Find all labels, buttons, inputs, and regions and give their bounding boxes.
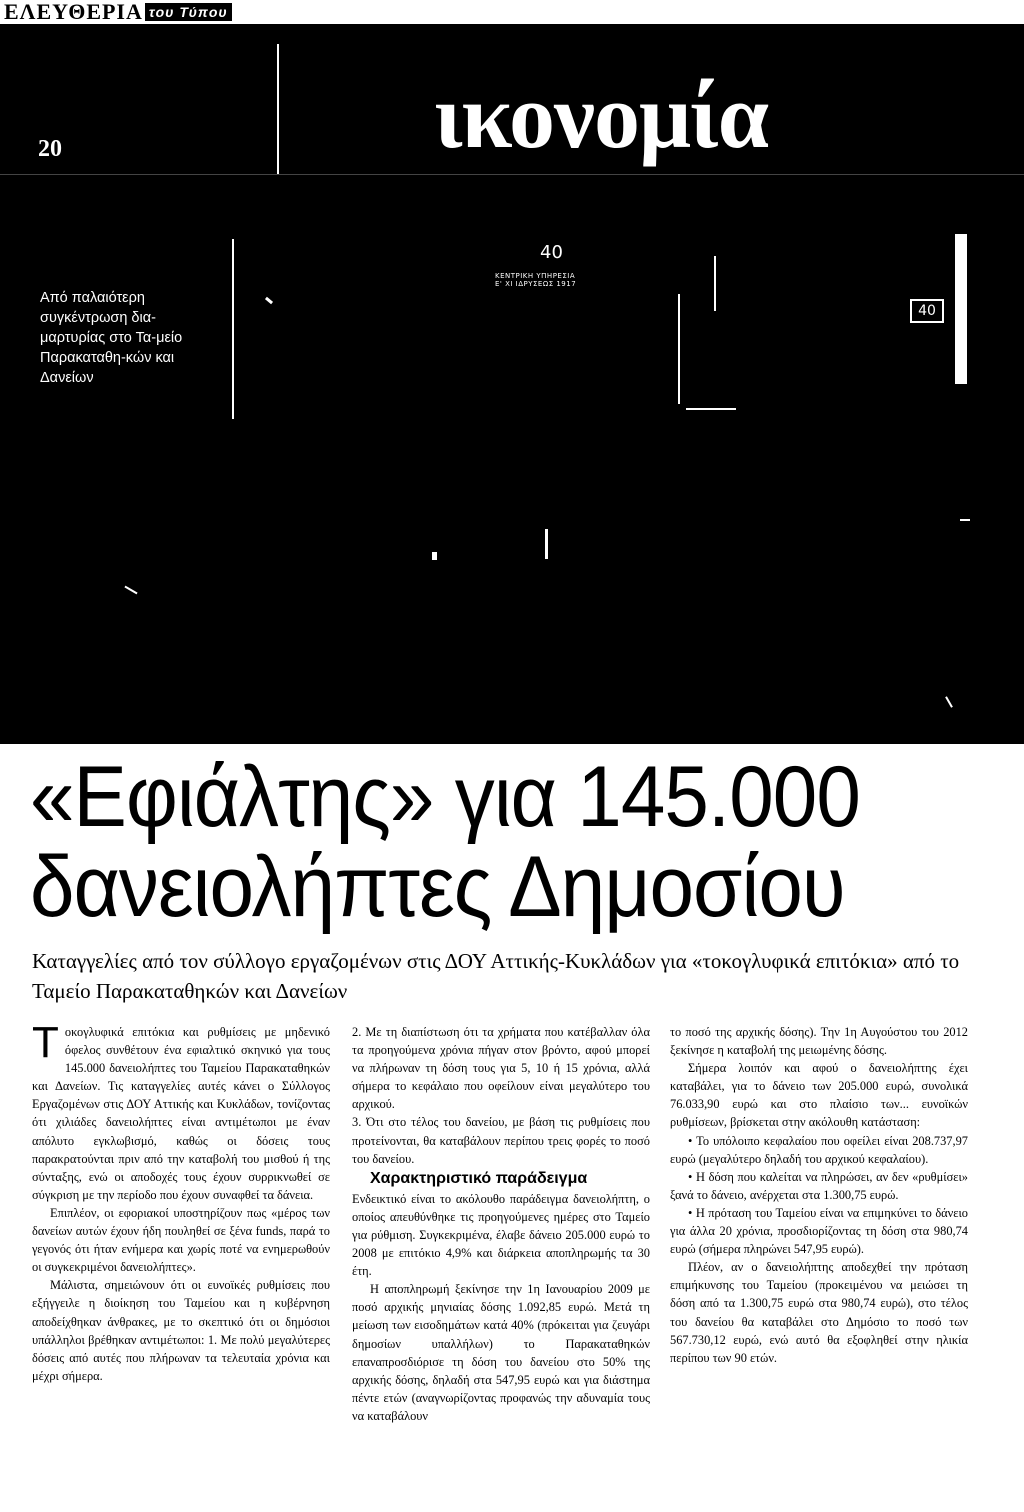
section-header <box>0 24 1024 174</box>
bullet-item: • Το υπόλοιπο κεφαλαίου που οφείλει είναι 208.737,97 ευρώ (μεγαλύτερο δηλαδή του αρχικού κεφαλαίου). <box>670 1133 968 1166</box>
sign-line: Ε' ΧΙ ΙΔΡΥΣΕΩΣ 1917 <box>495 280 577 288</box>
section-subheading: Χαρακτηριστικό παράδειγμα <box>370 1169 588 1187</box>
photo-highlight <box>432 552 437 560</box>
bullet-item: • Η πρόταση του Ταμείου είναι να επιμηκύνει το δάνειο για άλλα 20 χρόνια, προσδιορίζοντας τη δόση στα 980,74 ευρώ (σήμερα πληρώνει 547,95 ευρώ). <box>670 1205 968 1257</box>
bullet-item: • Η δόση που καλείται να πληρώσει, αν δεν «ρυθμίσει» ξανά το δάνειο, ανέρχεται στα 1.300,75 ευρώ. <box>670 1169 968 1202</box>
paragraph: Ενδεικτικό είναι το ακόλουθο παράδειγμα δανειολήπτη, ο οποίος απευθύνθηκε τις προηγούμενες ημέρες στο Ταμείο για ρύθμιση. Συγκεκριμένα, έλαβε δάνειο 205.000 ευρώ το 2008 με επιτόκιο 4,9% και διάρκεια αποπληρωμής τα 30 έτη. <box>352 1191 650 1279</box>
paragraph: το ποσό της αρχικής δόσης). Την 1η Αυγούστου του 2012 ξεκίνησε η καταβολή της μειωμένης δόσης. <box>670 1025 968 1058</box>
newspaper-badge: του Τύπου <box>145 3 232 21</box>
masthead <box>0 0 1024 24</box>
article-photo <box>0 24 1024 744</box>
photo-highlight <box>945 696 953 707</box>
article-column-1 <box>32 1018 330 1385</box>
page-number: 20 <box>38 136 62 162</box>
photo-highlight <box>678 294 680 404</box>
photo-highlight <box>265 297 273 304</box>
newspaper-logo <box>4 0 232 24</box>
sign-number: 40 <box>540 242 563 263</box>
section-title: ικονομία <box>434 65 769 167</box>
drop-cap: Τ <box>32 1018 59 1067</box>
section-rule <box>0 174 1024 175</box>
photo-highlight <box>232 239 234 419</box>
paragraph: Επιπλέον, οι εφοριακοί υποστηρίζουν πως «μέρος των δανείων αυτών έχουν ήδη πουληθεί σε ξένα funds, παρά το γεγονός ότι ήταν ενήμερα και χωρίς ποτέ να ενημερωθούν οι συγκεκριμένοι δανειολήπτες». <box>32 1205 330 1275</box>
headline-line: «Εφιάλτης» για 145.000 <box>30 749 860 845</box>
paragraph: Πλέον, αν ο δανειολήπτης αποδεχθεί την πρόταση επιμήκυνσης του Ταμείου (προκειμένου να μειώσει τη δόση από τα 1.300,75 ευρώ στα 980,74 ευρώ), στο τέλος του δανείου θα καταβάλει στο Δημόσιο το ποσό των 567.730,12 ευρώ, ενώ αυτό θα εξοφληθεί στην ηλικία περίπου των 90 ετών. <box>670 1260 968 1365</box>
paragraph: Μάλιστα, σημειώνουν ότι οι ευνοϊκές ρυθμίσεις που εξήγγειλε η διοίκηση του Ταμείου και η κυβέρνηση αποδείχθηκαν άνθρακες, με το σκεπτικό ότι οι δημόσιοι υπάλληλοι βρέθηκαν αντιμέτωποι: 1. Με πολύ μεγαλύτερες δόσεις από αυτές που πλήρωναν τα τελευταία χρόνια και μέχρι σήμερα. <box>32 1278 330 1383</box>
article-column-2 <box>352 1023 650 1425</box>
article-subheadline: Καταγγελίες από τον σύλλογο εργαζομένων στις ΔΟΥ Αττικής-Κυκλάδων για «τοκογλυφικά επιτόκια» από το Ταμείο Παρακαταθηκών και Δανείων <box>32 949 960 1003</box>
photo-highlight <box>124 586 137 595</box>
paragraph: 2. Με τη διαπίστωση ότι τα χρήματα που κατέβαλλαν όλα τα προηγούμενα χρόνια πήγαν στον βρόντο, αφού μπορεί να πλήρωναν τη δόση τους για 5, 10 ή 15 χρόνια, αλλά σήμερα το κεφάλαιο που οφείλουν είναι μεγαλύτερο του αρχικού. <box>352 1025 650 1112</box>
headline-line: δανειολήπτες Δημοσίου <box>30 839 845 935</box>
paragraph: Η αποπληρωμή ξεκίνησε την 1η Ιανουαρίου 2009 με ποσό αρχικής μηνιαίας δόσης 1.092,85 ευρώ. Μετά τη μείωση των εισοδημάτων κατά 40% (πρόκειται για ζευγάρι δημοσίων υπαλλήλων) το Παρακαταθηκών επαναπροσδιόρισε τη δόση του δανείου στο 50% της αρχικής δόσης, δηλαδή στα 547,95 ευρώ και για διάστημα πέντε ετών (αναγνωρίζοντας προφανώς την αδυναμία τους να καταβάλουν <box>352 1282 650 1423</box>
photo-highlight <box>960 519 970 521</box>
building-sign <box>495 272 576 288</box>
photo-caption: Από παλαιότερη συγκέντρωση δια-μαρτυρίας στο Τα-μείο Παρακαταθη-κών και Δανείων <box>40 290 183 386</box>
newspaper-name: ΕΛΕΥΘΕΡΙΑ <box>4 0 143 24</box>
article-column-3 <box>670 1023 968 1367</box>
sign-line: ΚΕΝΤΡΙΚΗ ΥΠΗΡΕΣΙΑ <box>495 272 576 280</box>
photo-highlight <box>955 234 967 384</box>
paragraph <box>32 1018 330 1204</box>
photo-highlight <box>545 529 548 559</box>
section-divider <box>277 44 279 174</box>
photo-highlight <box>714 256 716 311</box>
article-headline <box>30 749 941 935</box>
paragraph: 3. Ότι στο τέλος του δανείου, με βάση τις ρυθμίσεις που προτείνονται, θα καταβάλουν περίπου τρεις φορές το ποσό του δανείου. <box>352 1115 650 1166</box>
paragraph-text: οκογλυφικά επιτόκια και ρυθμίσεις με μηδενικό όφελος συνθέτουν ένα εφιαλτικό σκηνικό για τους 145.000 δανειολήπτες του Ταμείου Παρακαταθηκών και Δανείων. Τις καταγγελίες αυτές κάνει ο Σύλλογος Εργαζομένων στις ΔΟΥ Αττικής και Κυκλάδων, τονίζοντας ότι χιλιάδες δανειολήπτες είναι αντιμέτωποι με έναν απόλυτο εγκλωβισμό, καθώς οι δόσεις τους παρακρατούνται πριν από την καταβολή του μισθού ή της σύνταξης, ενώ οι αποδοχές τους έχουν συρρικνωθεί σε σύγκριση με την περίοδο που έχουν συναφθεί τα δάνεια. <box>32 1025 330 1202</box>
paragraph: Σήμερα λοιπόν και αφού ο δανειολήπτης έχει καταβάλει, για το δάνειο των 205.000 ευρώ, συνολικά 76.033,90 ευρώ και στο πλαίσιο των... ευνοϊκών ρυθμίσεων, βρίσκεται στην ακόλουθη κατάσταση: <box>670 1061 968 1130</box>
door-number-box: 40 <box>910 299 944 323</box>
photo-highlight <box>686 408 736 410</box>
